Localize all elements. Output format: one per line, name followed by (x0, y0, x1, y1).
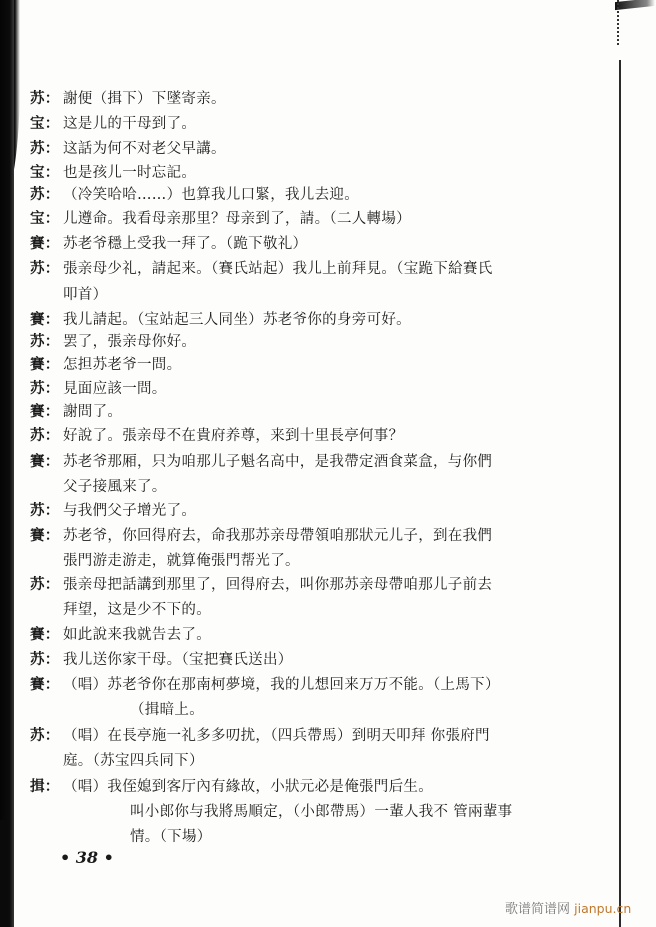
dialogue-text: 叩首） (63, 287, 108, 303)
speaker-label: 苏： (30, 140, 60, 157)
dialogue-text: 父子接風来了。 (63, 479, 167, 495)
dialogue-line (30, 309, 411, 331)
dialogue-line (30, 725, 490, 747)
speaker-label: 苏： (30, 260, 60, 277)
dialogue-line (30, 776, 433, 798)
dialogue-line (30, 378, 167, 400)
dialogue-text: 儿遵命。我看母亲那里？母亲到了，請。（二人轉場） (63, 211, 411, 227)
speaker-label: 苏： (30, 727, 60, 744)
dialogue-line (30, 233, 307, 255)
dialogue-text: （冷笑哈哈……）也算我儿口緊，我儿去迎。 (63, 187, 359, 203)
dialogue-continuation (30, 699, 204, 721)
dialogue-text: 这話为何不对老父早講。 (63, 141, 226, 157)
speaker-label: 賽： (30, 311, 60, 328)
dialogue-text: 張亲母把話講到那里了，回得府去，叫你那苏亲母帶咱那儿子前去 (63, 577, 493, 593)
dialogue-line (30, 649, 293, 671)
dialogue-text: （唱）苏老爷你在那南柯夢境，我的儿想回来万万不能。（上馬下） (63, 677, 500, 693)
dialogue-text: 張亲母少礼，請起来。（賽氏站起）我儿上前拜見。（宝跪下給賽氏 (63, 261, 493, 277)
dialogue-text: 与我們父子增光了。 (63, 503, 197, 519)
dialogue-text: 这是儿的干母到了。 (63, 116, 197, 132)
speaker-label: 賽： (30, 626, 60, 643)
dialogue-continuation (30, 550, 300, 572)
dialogue-line (30, 113, 196, 135)
dialogue-line (30, 331, 196, 353)
dialogue-line (30, 451, 492, 473)
dialogue-text: 情。（下場） (130, 829, 212, 845)
dialogue-line (30, 500, 196, 522)
dialogue-continuation (30, 476, 167, 498)
dialogue-text: 罢了，張亲母你好。 (63, 334, 197, 350)
speaker-label: 苏： (30, 651, 60, 668)
speaker-label: 苏： (30, 380, 60, 397)
dialogue-text: 也是孩儿一时忘記。 (63, 165, 197, 181)
dialogue-text: 我儿請起。（宝站起三人同坐）苏老爷你的身旁可好。 (63, 312, 411, 328)
watermark (505, 898, 631, 917)
dialogue-text: 謝問了。 (63, 404, 123, 420)
speaker-label: 宝： (30, 164, 60, 181)
speaker-label: 賽： (30, 235, 60, 252)
dialogue-line (30, 354, 181, 376)
dialogue-continuation (30, 750, 204, 772)
speaker-label: 苏： (30, 427, 60, 444)
speaker-label: 賽： (30, 403, 60, 420)
dialogue-line (30, 674, 500, 696)
page-edge-dotted-rule (617, 0, 622, 45)
speaker-label: 苏： (30, 502, 60, 519)
dialogue-line (30, 88, 226, 110)
speaker-label: 賽： (30, 676, 60, 693)
dialogue-text: （揖暗上。 (130, 702, 204, 718)
speaker-label: 賽： (30, 527, 60, 544)
dialogue-text: 庭。（苏宝四兵同下） (63, 753, 204, 769)
dialogue-text: 如此說来我就告去了。 (63, 627, 211, 643)
dialogue-text: 叫小郎你与我將馬順定，（小郎帶馬）一輩人我不 管兩輩事 (130, 804, 513, 820)
dialogue-text: （唱）在長亭施一礼多多叨扰，（四兵帶馬）到明天叩拜 你張府門 (63, 728, 490, 744)
dialogue-text: 苏老爷，你回得府去，命我那苏亲母帶領咱那狀元儿子，到在我們 (63, 528, 493, 544)
dialogue-text: 張門游走游走，就算俺張門帮光了。 (63, 553, 300, 569)
dialogue-text: 苏老爷那厢，只为咱那儿子魁名高中，是我帶定酒食菜盒，与你們 (63, 454, 493, 470)
dialogue-continuation (30, 801, 512, 823)
dialogue-line (30, 138, 226, 160)
dialogue-text: 好說了。張亲母不在貴府养尊，来到十里長亭何事？ (63, 428, 404, 444)
speaker-label: 宝： (30, 115, 60, 132)
speaker-label: 揖： (30, 778, 60, 795)
dialogue-line (30, 574, 492, 596)
dialogue-line (30, 624, 211, 646)
speaker-label: 苏： (30, 186, 60, 203)
dialogue-text: 拜望，这是少不下的。 (63, 602, 211, 618)
watermark-cn: 歌谱简谱网 (505, 902, 571, 917)
speaker-label: 宝： (30, 210, 60, 227)
page-edge-rule (619, 60, 621, 927)
dialogue-text: 見面应該一問。 (63, 381, 167, 397)
page-number: • 38 • (60, 848, 114, 867)
dialogue-text: 我儿送你家干母。（宝把賽氏送出） (63, 652, 293, 668)
speaker-label: 苏： (30, 576, 60, 593)
dialogue-continuation (30, 826, 212, 848)
dialogue-text: 苏老爷穩上受我一拜了。（跪下敬礼） (63, 236, 308, 252)
dialogue-text: 謝便（揖下）下墜寄亲。 (63, 91, 226, 107)
dialogue-line (30, 425, 403, 447)
speaker-label: 苏： (30, 90, 60, 107)
dialogue-line (30, 208, 411, 230)
book-binding-edge (0, 0, 14, 927)
dialogue-continuation (30, 284, 107, 306)
dialogue-line (30, 258, 493, 280)
watermark-latin: jianpu.cn (574, 901, 632, 916)
speaker-label: 賽： (30, 356, 60, 373)
book-binding-edge-bottom (0, 820, 8, 927)
dialogue-line (30, 401, 122, 423)
dialogue-line (30, 184, 359, 206)
dialogue-line (30, 525, 492, 547)
speaker-label: 苏： (30, 333, 60, 350)
dialogue-continuation (30, 599, 211, 621)
dialogue-line (30, 162, 196, 184)
speaker-label: 賽： (30, 453, 60, 470)
dialogue-text: 怎担苏老爷一問。 (63, 357, 182, 373)
dialogue-text: （唱）我侄媳到客厅內有緣故，小狀元必是俺張門后生。 (63, 779, 433, 795)
